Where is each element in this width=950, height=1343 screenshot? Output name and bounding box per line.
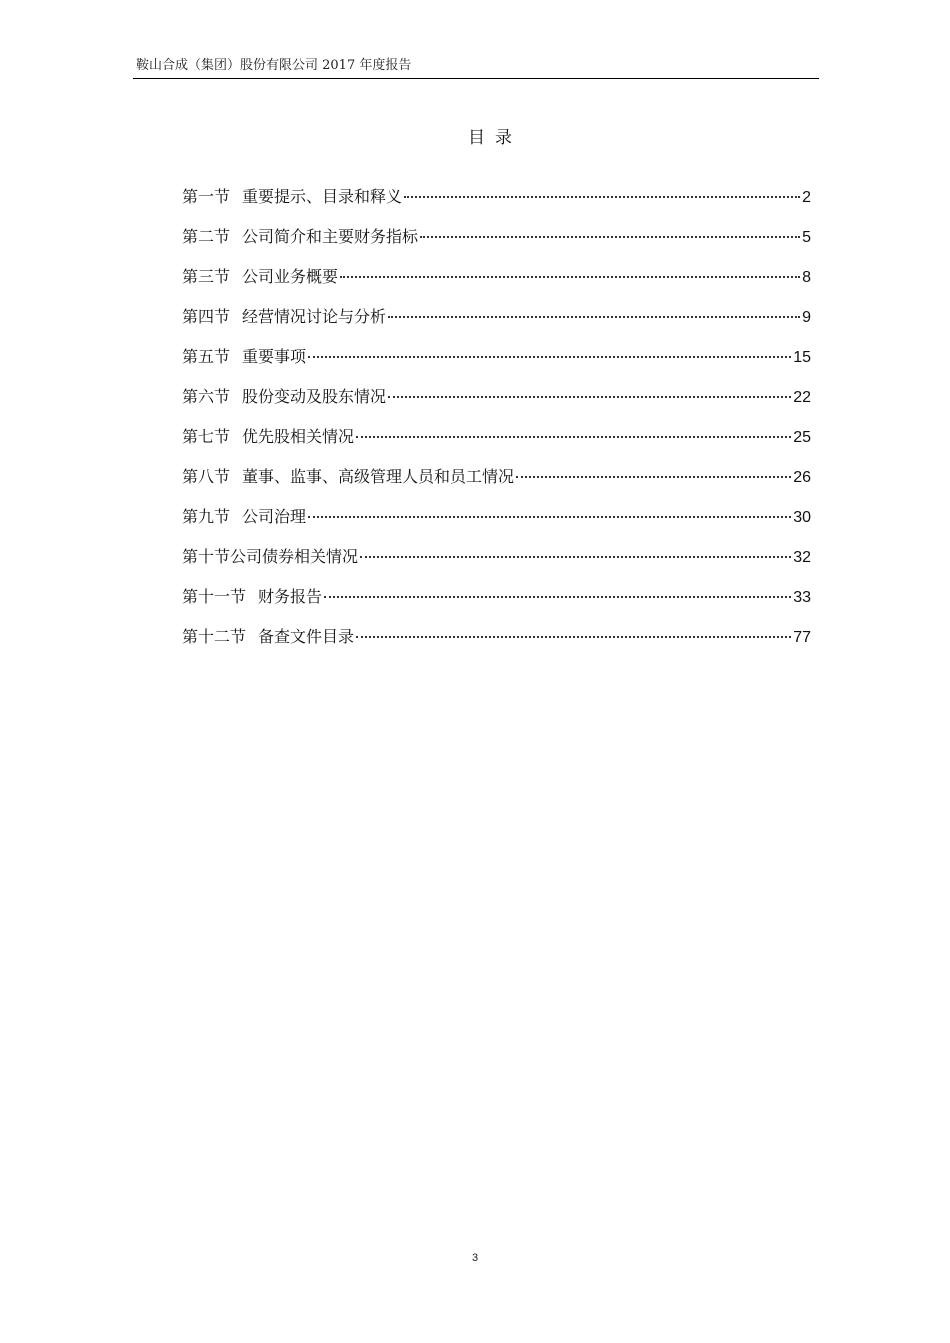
toc-page-number: 8: [802, 269, 811, 286]
toc-section-number: 第十二节: [182, 627, 247, 646]
toc-entry[interactable]: [182, 585, 811, 625]
toc-entry[interactable]: [182, 185, 811, 225]
toc-page-number: 2: [802, 189, 811, 206]
toc-entry[interactable]: [182, 425, 811, 465]
toc-entry[interactable]: [182, 505, 811, 545]
table-of-contents: [182, 185, 811, 665]
toc-entry[interactable]: [182, 345, 811, 385]
toc-section-title: 经营情况讨论与分析: [242, 307, 387, 326]
toc-dot-leader: [516, 476, 791, 478]
toc-heading: 目录: [468, 128, 522, 148]
toc-entry[interactable]: [182, 305, 811, 345]
toc-section-title: 财务报告: [258, 587, 323, 606]
toc-entry[interactable]: [182, 265, 811, 305]
toc-entry[interactable]: [182, 625, 811, 665]
toc-page-number: 15: [793, 349, 811, 366]
toc-dot-leader: [356, 436, 791, 438]
toc-section-number: 第五节: [182, 347, 231, 366]
toc-section-title: 董事、监事、高级管理人员和员工情况: [242, 467, 515, 486]
page-number: 3: [471, 1252, 479, 1264]
toc-page-number: 33: [793, 589, 811, 606]
toc-dot-leader: [388, 316, 800, 318]
toc-section-title: 股份变动及股东情况: [242, 387, 387, 406]
toc-section-number: 第七节: [182, 427, 231, 446]
toc-page-number: 26: [793, 469, 811, 486]
toc-dot-leader: [308, 516, 791, 518]
toc-dot-leader: [308, 356, 791, 358]
toc-dot-leader: [356, 636, 791, 638]
toc-dot-leader: [388, 396, 791, 398]
toc-entry[interactable]: [182, 465, 811, 505]
toc-section-number: 第十节: [182, 547, 231, 566]
toc-dot-leader: [360, 556, 791, 558]
toc-section-number: 第八节: [182, 467, 231, 486]
toc-section-number: 第十一节: [182, 587, 247, 606]
toc-section-title: 公司业务概要: [242, 267, 339, 286]
toc-page-number: 30: [793, 509, 811, 526]
report-title: 鞍山合成（集团）股份有限公司 2017 年度报告: [136, 58, 412, 73]
toc-section-title: 备查文件目录: [258, 627, 355, 646]
toc-section-title: 重要提示、目录和释义: [242, 187, 403, 206]
toc-page-number: 9: [802, 309, 811, 326]
toc-section-title: 公司债券相关情况: [230, 547, 359, 566]
toc-section-number: 第四节: [182, 307, 231, 326]
toc-page-number: 25: [793, 429, 811, 446]
toc-page-number: 22: [793, 389, 811, 406]
toc-page-number: 5: [802, 229, 811, 246]
toc-section-number: 第三节: [182, 267, 231, 286]
page-header: [133, 56, 819, 79]
toc-entry[interactable]: [182, 385, 811, 425]
toc-section-number: 第二节: [182, 227, 231, 246]
toc-dot-leader: [420, 236, 800, 238]
toc-section-number: 第六节: [182, 387, 231, 406]
toc-section-number: 第一节: [182, 187, 231, 206]
toc-page-number: 32: [793, 549, 811, 566]
toc-entry[interactable]: [182, 225, 811, 265]
toc-dot-leader: [404, 196, 800, 198]
toc-section-title: 公司治理: [242, 507, 307, 526]
toc-section-title: 公司简介和主要财务指标: [242, 227, 419, 246]
toc-page-number: 77: [793, 629, 811, 646]
toc-dot-leader: [324, 596, 791, 598]
toc-section-number: 第九节: [182, 507, 231, 526]
toc-entry[interactable]: [182, 545, 811, 585]
toc-section-title: 优先股相关情况: [242, 427, 355, 446]
toc-section-title: 重要事项: [242, 347, 307, 366]
toc-dot-leader: [340, 276, 800, 278]
